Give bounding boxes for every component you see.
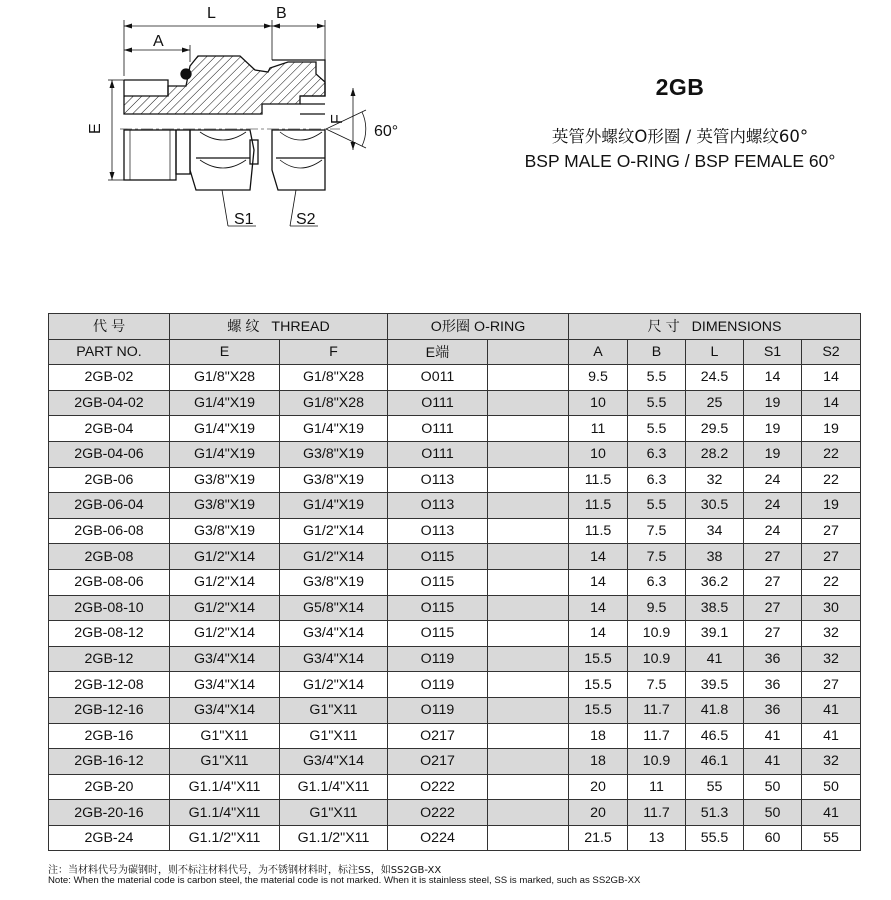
dim-s2-cell: 14 — [802, 365, 861, 391]
header-E-end: E端 — [388, 339, 488, 365]
thread-f-cell: G1"X11 — [280, 800, 388, 826]
blank-cell — [488, 697, 569, 723]
dim-l-cell: 41 — [686, 646, 744, 672]
table-row — [49, 595, 861, 621]
part-no-cell: 2GB-12 — [49, 646, 170, 672]
table-row — [49, 723, 861, 749]
fitting-drawing — [0, 0, 470, 260]
angle-label: 60° — [374, 123, 399, 140]
part-no-cell: 2GB-08-10 — [49, 595, 170, 621]
blank-cell — [488, 800, 569, 826]
oring-cell: O115 — [388, 544, 488, 570]
dim-s2-cell: 41 — [802, 800, 861, 826]
part-no-cell: 2GB-08-12 — [49, 621, 170, 647]
thread-f-cell: G3/4"X14 — [280, 621, 388, 647]
dim-s1-cell: 19 — [744, 441, 802, 467]
s1-label: S1 — [234, 211, 254, 228]
dim-l-cell: 38 — [686, 544, 744, 570]
table-row — [49, 518, 861, 544]
dim-label-F: F — [329, 114, 346, 124]
dim-s2-cell: 41 — [802, 723, 861, 749]
header-blank — [488, 339, 569, 365]
dim-label-B: B — [276, 5, 287, 22]
dim-a-cell: 11.5 — [569, 493, 628, 519]
header-part-en: PART NO. — [49, 339, 170, 365]
thread-e-cell: G1/2"X14 — [170, 621, 280, 647]
dim-s2-cell: 27 — [802, 518, 861, 544]
table-row — [49, 365, 861, 391]
dim-l-cell: 25 — [686, 390, 744, 416]
oring-cell: O119 — [388, 697, 488, 723]
header-thread-cn: 螺 纹 — [227, 319, 260, 336]
header-dim-en: DIMENSIONS — [691, 319, 782, 336]
oring-cell: O111 — [388, 441, 488, 467]
dim-a-cell: 15.5 — [569, 697, 628, 723]
thread-e-cell: G1"X11 — [170, 749, 280, 775]
dim-s1-cell: 60 — [744, 825, 802, 851]
dim-a-cell: 21.5 — [569, 825, 628, 851]
english-title: BSP MALE O-RING / BSP FEMALE 60° — [524, 151, 836, 171]
dim-a-cell: 20 — [569, 800, 628, 826]
part-no-cell: 2GB-16 — [49, 723, 170, 749]
thread-f-cell: G3/4"X14 — [280, 749, 388, 775]
dim-l-cell: 30.5 — [686, 493, 744, 519]
dim-s1-cell: 24 — [744, 467, 802, 493]
thread-f-cell: G3/4"X14 — [280, 646, 388, 672]
dim-s1-cell: 50 — [744, 774, 802, 800]
oring-cell: O222 — [388, 800, 488, 826]
oring-cell: O011 — [388, 365, 488, 391]
blank-cell — [488, 595, 569, 621]
dim-a-cell: 11.5 — [569, 518, 628, 544]
dim-s2-cell: 22 — [802, 569, 861, 595]
thread-f-cell: G1/8"X28 — [280, 365, 388, 391]
header-S2: S2 — [802, 339, 861, 365]
dim-b-cell: 11.7 — [628, 723, 686, 749]
thread-e-cell: G3/4"X14 — [170, 646, 280, 672]
header-B: B — [628, 339, 686, 365]
dim-a-cell: 14 — [569, 569, 628, 595]
dim-b-cell: 5.5 — [628, 493, 686, 519]
dim-b-cell: 11.7 — [628, 800, 686, 826]
dim-a-cell: 10 — [569, 390, 628, 416]
dim-s2-cell: 50 — [802, 774, 861, 800]
table-row — [49, 621, 861, 647]
thread-e-cell: G1/2"X14 — [170, 569, 280, 595]
thread-e-cell: G1/2"X14 — [170, 544, 280, 570]
dim-b-cell: 6.3 — [628, 569, 686, 595]
oring-cell: O113 — [388, 493, 488, 519]
dim-a-cell: 18 — [569, 749, 628, 775]
dim-s1-cell: 24 — [744, 518, 802, 544]
dim-s1-cell: 27 — [744, 544, 802, 570]
part-no-cell: 2GB-12-16 — [49, 697, 170, 723]
part-no-cell: 2GB-20 — [49, 774, 170, 800]
part-title: 2GB — [655, 74, 705, 100]
dim-l-cell: 51.3 — [686, 800, 744, 826]
thread-f-cell: G1.1/4"X11 — [280, 774, 388, 800]
dim-s2-cell: 22 — [802, 441, 861, 467]
oring-cell: O111 — [388, 416, 488, 442]
dim-s2-cell: 27 — [802, 544, 861, 570]
thread-e-cell: G3/4"X14 — [170, 697, 280, 723]
blank-cell — [488, 493, 569, 519]
dim-l-cell: 55.5 — [686, 825, 744, 851]
blank-cell — [488, 467, 569, 493]
table-row — [49, 493, 861, 519]
thread-f-cell: G1/2"X14 — [280, 672, 388, 698]
table-row — [49, 825, 861, 851]
table-row — [49, 672, 861, 698]
dim-l-cell: 55 — [686, 774, 744, 800]
thread-f-cell: G5/8"X14 — [280, 595, 388, 621]
dim-l-cell: 36.2 — [686, 569, 744, 595]
dim-b-cell: 7.5 — [628, 672, 686, 698]
thread-f-cell: G1"X11 — [280, 697, 388, 723]
oring-cell: O113 — [388, 467, 488, 493]
dim-a-cell: 11 — [569, 416, 628, 442]
thread-e-cell: G1"X11 — [170, 723, 280, 749]
part-no-cell: 2GB-24 — [49, 825, 170, 851]
dim-l-cell: 39.5 — [686, 672, 744, 698]
dim-l-cell: 29.5 — [686, 416, 744, 442]
blank-cell — [488, 646, 569, 672]
thread-e-cell: G1/4"X19 — [170, 390, 280, 416]
dim-l-cell: 28.2 — [686, 441, 744, 467]
part-no-cell: 2GB-02 — [49, 365, 170, 391]
dim-b-cell: 11.7 — [628, 697, 686, 723]
dim-s1-cell: 27 — [744, 621, 802, 647]
thread-e-cell: G3/8"X19 — [170, 493, 280, 519]
table-row — [49, 416, 861, 442]
dim-a-cell: 11.5 — [569, 467, 628, 493]
dim-b-cell: 10.9 — [628, 621, 686, 647]
dim-s1-cell: 41 — [744, 723, 802, 749]
part-no-cell: 2GB-20-16 — [49, 800, 170, 826]
header-thread-en: THREAD — [271, 319, 330, 336]
table-row — [49, 697, 861, 723]
oring-cell: O119 — [388, 646, 488, 672]
dim-s1-cell: 36 — [744, 646, 802, 672]
dim-a-cell: 20 — [569, 774, 628, 800]
header-E: E — [170, 339, 280, 365]
header-dimensions — [569, 314, 861, 340]
note-chinese: 注：当材料代号为碳钢时，则不标注材料代号，为不锈钢材料时，标注SS，如SS2GB-XX — [48, 865, 442, 876]
dim-s2-cell: 19 — [802, 416, 861, 442]
dim-l-cell: 24.5 — [686, 365, 744, 391]
dim-l-cell: 34 — [686, 518, 744, 544]
dim-label-E: E — [87, 123, 104, 134]
thread-f-cell: G1/2"X14 — [280, 544, 388, 570]
part-no-cell: 2GB-06 — [49, 467, 170, 493]
blank-cell — [488, 365, 569, 391]
thread-f-cell: G1.1/2"X11 — [280, 825, 388, 851]
dim-s2-cell: 30 — [802, 595, 861, 621]
blank-cell — [488, 672, 569, 698]
dim-label-A: A — [153, 33, 164, 50]
part-no-cell: 2GB-16-12 — [49, 749, 170, 775]
oring-cell: O111 — [388, 390, 488, 416]
thread-f-cell: G3/8"X19 — [280, 467, 388, 493]
part-no-cell: 2GB-08-06 — [49, 569, 170, 595]
blank-cell — [488, 723, 569, 749]
dim-s1-cell: 41 — [744, 749, 802, 775]
blank-cell — [488, 390, 569, 416]
table-header-row-1 — [49, 314, 861, 340]
oring-cell: O217 — [388, 723, 488, 749]
dim-a-cell: 10 — [569, 441, 628, 467]
part-no-cell: 2GB-08 — [49, 544, 170, 570]
dim-a-cell: 9.5 — [569, 365, 628, 391]
title-block — [470, 74, 890, 172]
thread-e-cell: G3/8"X19 — [170, 467, 280, 493]
dim-a-cell: 14 — [569, 595, 628, 621]
header-part-cn: 代 号 — [49, 314, 170, 340]
dim-b-cell: 11 — [628, 774, 686, 800]
thread-f-cell: G3/8"X19 — [280, 569, 388, 595]
header-A: A — [569, 339, 628, 365]
dim-s1-cell: 24 — [744, 493, 802, 519]
header-S1: S1 — [744, 339, 802, 365]
oring-cell: O113 — [388, 518, 488, 544]
blank-cell — [488, 416, 569, 442]
dim-s2-cell: 55 — [802, 825, 861, 851]
oring-cell: O115 — [388, 621, 488, 647]
blank-cell — [488, 825, 569, 851]
thread-f-cell: G3/8"X19 — [280, 441, 388, 467]
note-english: Note: When the material code is carbon steel, the material code is not marked. When it is stainless steel, SS is marked, such as SS2GB-XX — [48, 875, 641, 886]
dim-b-cell: 6.3 — [628, 441, 686, 467]
table-row — [49, 774, 861, 800]
oring-cell: O115 — [388, 569, 488, 595]
spec-table — [48, 313, 861, 851]
table-header-row-2 — [49, 339, 861, 365]
dim-a-cell: 14 — [569, 621, 628, 647]
dim-b-cell: 5.5 — [628, 390, 686, 416]
blank-cell — [488, 749, 569, 775]
dim-s2-cell: 32 — [802, 749, 861, 775]
dim-s2-cell: 32 — [802, 646, 861, 672]
oring-cell: O119 — [388, 672, 488, 698]
oring-cell: O115 — [388, 595, 488, 621]
dim-l-cell: 32 — [686, 467, 744, 493]
dim-s2-cell: 14 — [802, 390, 861, 416]
dim-s2-cell: 19 — [802, 493, 861, 519]
thread-e-cell: G1.1/2"X11 — [170, 825, 280, 851]
dim-a-cell: 14 — [569, 544, 628, 570]
chinese-title: 英管外螺纹O形圈 / 英管内螺纹60° — [551, 127, 809, 146]
part-no-cell: 2GB-04-06 — [49, 441, 170, 467]
header-oring: O形圈 O-RING — [388, 314, 569, 340]
dim-s1-cell: 27 — [744, 569, 802, 595]
table-row — [49, 749, 861, 775]
dim-b-cell: 5.5 — [628, 416, 686, 442]
thread-e-cell: G1/8"X28 — [170, 365, 280, 391]
dim-s2-cell: 27 — [802, 672, 861, 698]
thread-f-cell: G1/4"X19 — [280, 416, 388, 442]
dim-b-cell: 10.9 — [628, 749, 686, 775]
header-L: L — [686, 339, 744, 365]
table-row — [49, 646, 861, 672]
dim-s2-cell: 22 — [802, 467, 861, 493]
dim-b-cell: 10.9 — [628, 646, 686, 672]
s2-label: S2 — [296, 211, 316, 228]
table-row — [49, 800, 861, 826]
dim-b-cell: 7.5 — [628, 518, 686, 544]
oring-cell: O222 — [388, 774, 488, 800]
thread-f-cell: G1/8"X28 — [280, 390, 388, 416]
table-row — [49, 544, 861, 570]
dim-l-cell: 46.5 — [686, 723, 744, 749]
dim-s2-cell: 41 — [802, 697, 861, 723]
thread-e-cell: G3/4"X14 — [170, 672, 280, 698]
dim-b-cell: 7.5 — [628, 544, 686, 570]
thread-e-cell: G1/4"X19 — [170, 416, 280, 442]
part-no-cell: 2GB-06-04 — [49, 493, 170, 519]
thread-e-cell: G1.1/4"X11 — [170, 774, 280, 800]
thread-f-cell: G1"X11 — [280, 723, 388, 749]
dim-a-cell: 18 — [569, 723, 628, 749]
dim-s2-cell: 32 — [802, 621, 861, 647]
header-F: F — [280, 339, 388, 365]
dim-s1-cell: 14 — [744, 365, 802, 391]
part-no-cell: 2GB-12-08 — [49, 672, 170, 698]
part-no-cell: 2GB-04 — [49, 416, 170, 442]
thread-e-cell: G3/8"X19 — [170, 518, 280, 544]
dim-a-cell: 15.5 — [569, 672, 628, 698]
header-thread — [170, 314, 388, 340]
dim-l-cell: 46.1 — [686, 749, 744, 775]
oring-cell: O224 — [388, 825, 488, 851]
blank-cell — [488, 518, 569, 544]
blank-cell — [488, 441, 569, 467]
oring-cell: O217 — [388, 749, 488, 775]
part-no-cell: 2GB-04-02 — [49, 390, 170, 416]
table-row — [49, 390, 861, 416]
thread-f-cell: G1/4"X19 — [280, 493, 388, 519]
blank-cell — [488, 544, 569, 570]
dim-b-cell: 6.3 — [628, 467, 686, 493]
table-row — [49, 467, 861, 493]
dim-s1-cell: 27 — [744, 595, 802, 621]
thread-f-cell: G1/2"X14 — [280, 518, 388, 544]
dim-b-cell: 13 — [628, 825, 686, 851]
dim-s1-cell: 36 — [744, 672, 802, 698]
dim-s1-cell: 19 — [744, 416, 802, 442]
header-dim-cn: 尺 寸 — [647, 319, 680, 336]
dim-l-cell: 38.5 — [686, 595, 744, 621]
blank-cell — [488, 621, 569, 647]
blank-cell — [488, 774, 569, 800]
dim-a-cell: 15.5 — [569, 646, 628, 672]
dim-s1-cell: 36 — [744, 697, 802, 723]
dim-l-cell: 39.1 — [686, 621, 744, 647]
thread-e-cell: G1/2"X14 — [170, 595, 280, 621]
dim-s1-cell: 19 — [744, 390, 802, 416]
dim-l-cell: 41.8 — [686, 697, 744, 723]
dim-b-cell: 9.5 — [628, 595, 686, 621]
thread-e-cell: G1/4"X19 — [170, 441, 280, 467]
blank-cell — [488, 569, 569, 595]
table-row — [49, 569, 861, 595]
dim-label-L: L — [207, 5, 216, 22]
thread-e-cell: G1.1/4"X11 — [170, 800, 280, 826]
table-row — [49, 441, 861, 467]
dim-b-cell: 5.5 — [628, 365, 686, 391]
part-no-cell: 2GB-06-08 — [49, 518, 170, 544]
dim-s1-cell: 50 — [744, 800, 802, 826]
